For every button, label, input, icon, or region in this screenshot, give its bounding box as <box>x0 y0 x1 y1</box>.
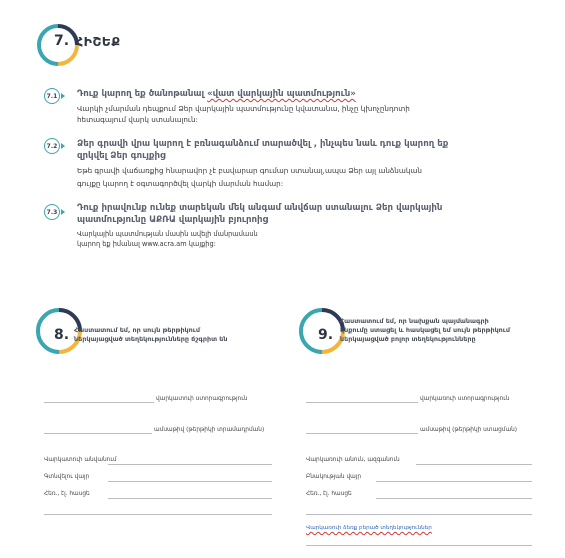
item-7-3-heading-line-2: պատմությունը ԱՔՌԱ վարկային բյուրոից <box>77 215 269 225</box>
borrower-phone-label: Հեռ., էլ. հասցե <box>306 491 352 497</box>
borrower-signature-line[interactable] <box>306 402 418 403</box>
badge-7-2: 7.2 <box>44 138 60 154</box>
borrower-date-label: ամսաթիվ (թերթիկի ստացման) <box>420 427 518 433</box>
borrower-footer-line[interactable] <box>306 545 532 546</box>
arrow-7-3-icon <box>61 209 65 215</box>
lender-name-label: Վարկատուի անվանում <box>44 457 117 463</box>
borrower-phone-line[interactable] <box>376 498 532 499</box>
section-9-text-line-2: կնքումը ստացել և հասկացել եմ սույն թերթիկում <box>340 326 510 334</box>
lender-date-label: ամսաթիվ (թերթիկի տրամադրման) <box>154 427 265 433</box>
item-7-3-heading-line-1: Դուք իրավունք ունեք տարեկան մեկ անգամ անվճար ստանալու Ձեր վարկային <box>77 203 443 213</box>
section-9-text-line-3: ներկայացված բոլոր տեղեկությունները <box>340 335 476 343</box>
section-7-title: ՀԻՇԵՔ <box>75 34 121 49</box>
lender-signature-line[interactable] <box>44 402 154 403</box>
lender-phone-line[interactable] <box>108 498 272 499</box>
borrower-name-label: Վարկառուի անուն, ազգանուն <box>306 457 400 463</box>
section-9-number: 9. <box>318 327 334 343</box>
section-9-text-line-1: Հաստատում եմ, որ նախքան պայմանագրի <box>340 317 489 325</box>
arrow-7-1-icon <box>61 93 65 99</box>
borrower-footer-note: Վարկառուի ձեռք բերած տեղեկություններ <box>306 525 432 531</box>
item-7-2-body-line-1: Եթե գրավի վաճառքից հնարավոր չէ բավարար գումար ստանալ,ապա Ձեր այլ անձնական <box>77 166 422 175</box>
item-7-3-body-line-1: Վարկային պատմության մասին ավելի մանրամասն <box>77 230 258 238</box>
lender-location-line[interactable] <box>108 481 272 482</box>
item-7-3-body-line-2: կարող եք իմանալ www.acra.am կայքից: <box>77 240 216 248</box>
lender-location-label: Գտնվելու վայր <box>44 474 90 480</box>
arrow-7-2-icon <box>61 143 65 149</box>
lender-signature-label: վարկատուի ստորագրություն <box>156 396 248 402</box>
badge-7-3: 7.3 <box>44 204 60 220</box>
item-7-1-body-line-2: հետագայում վարկ ստանալուն: <box>77 115 198 124</box>
lender-date-line[interactable] <box>44 433 152 434</box>
lender-phone-label: Հեռ., էլ. հասցե <box>44 491 90 497</box>
lender-extra-line[interactable] <box>44 514 272 515</box>
borrower-residence-line[interactable] <box>376 481 532 482</box>
item-7-2-heading-line-1: Ձեր գրավի վրա կարող է բռնագանձում տարածվել , ինչպես նաև դուք կարող եք <box>77 139 449 149</box>
borrower-extra-line[interactable] <box>306 514 532 515</box>
section-7-number: 7. <box>54 33 70 49</box>
lender-name-line[interactable] <box>108 464 272 465</box>
badge-7-1: 7.1 <box>44 88 60 104</box>
borrower-residence-label: Բնակության վայր <box>306 474 362 480</box>
item-7-2-body-line-2: գույքը կարող է օգտագործվել վարկի մարման համար: <box>77 179 284 188</box>
item-7-1-body-line-1: Վարկի չմարման դեպքում Ձեր վարկային պատմությունը կվատանա, ինչը կխոչընդոտի <box>77 104 410 113</box>
section-8-text-line-1: Հաստատում եմ, որ սույն թերթիկում <box>74 326 200 334</box>
borrower-name-line[interactable] <box>416 464 532 465</box>
borrower-date-line[interactable] <box>306 433 418 434</box>
section-8-number: 8. <box>54 327 70 343</box>
item-7-1-heading: Դուք կարող եք ծանոթանալ «վատ վարկային պատմություն» <box>77 89 356 99</box>
item-7-2-heading-line-2: զրկվել Ձեր գույքից <box>77 151 166 161</box>
section-8-text-line-2: ներկայացված տեղեկությունները ճշգրիտ են <box>74 335 228 343</box>
borrower-signature-label: վարկառուի ստորագրություն <box>420 396 510 402</box>
